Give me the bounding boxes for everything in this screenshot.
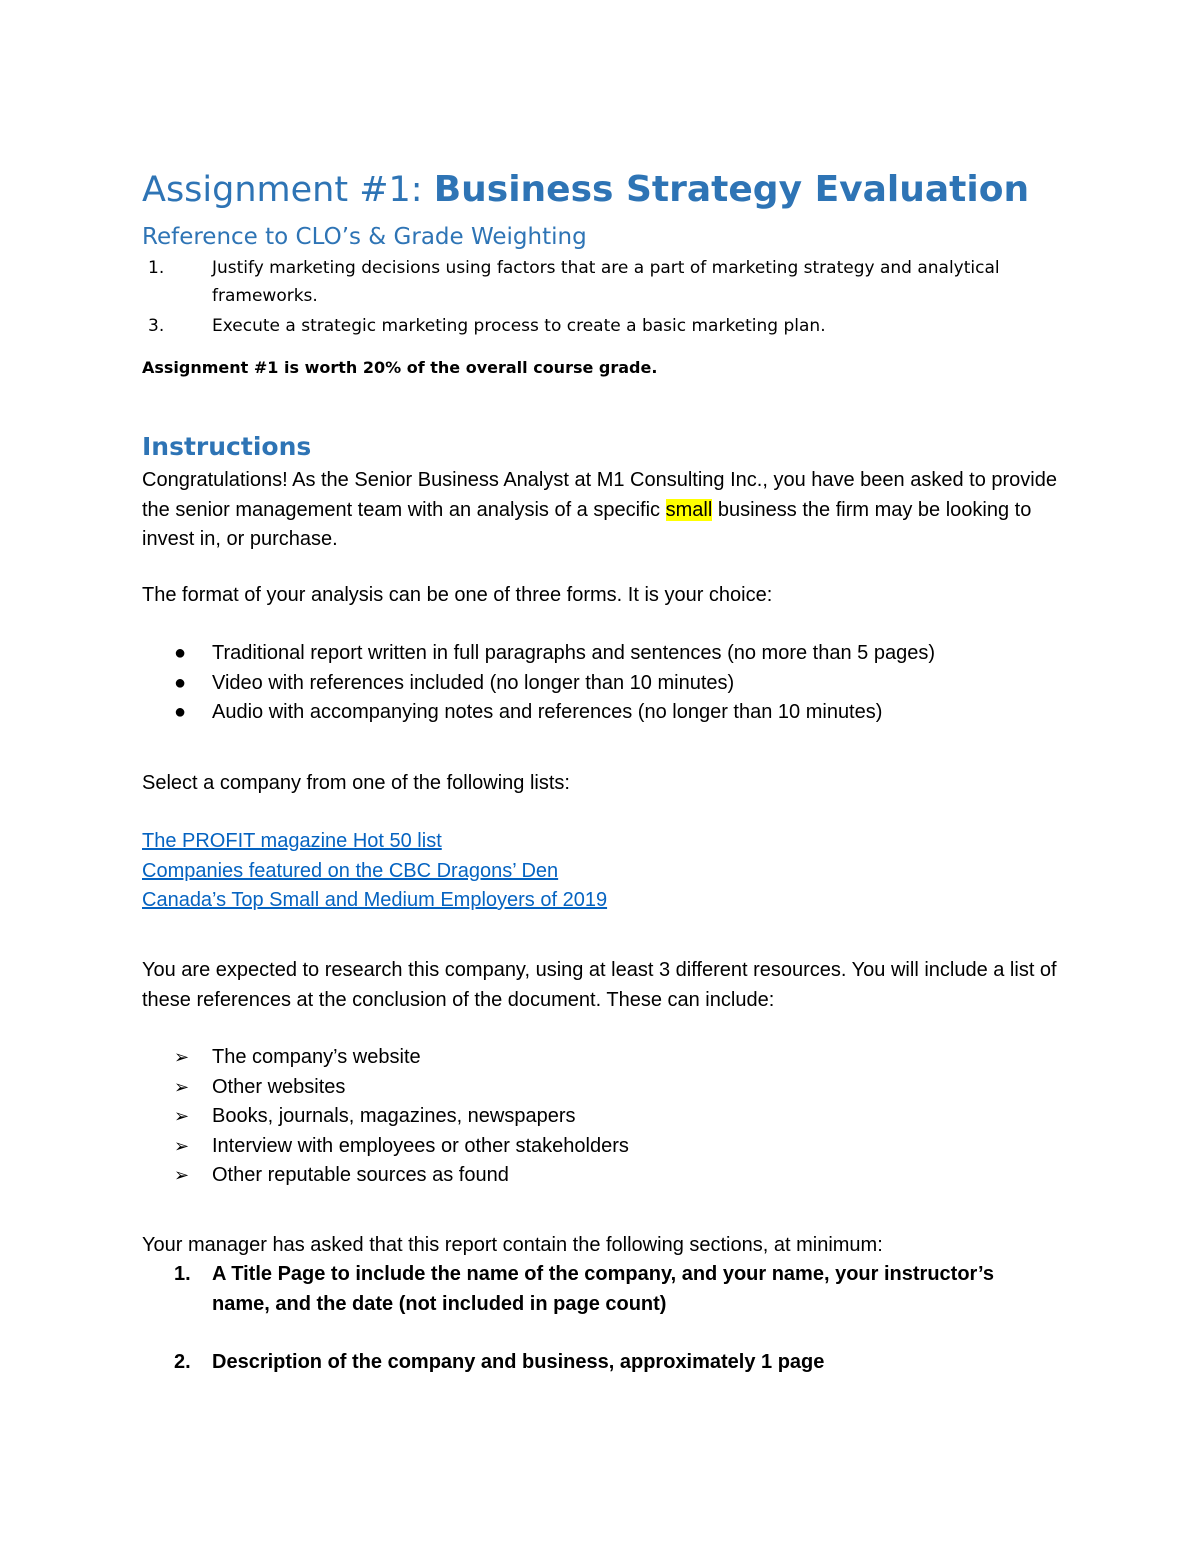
format-options-list (142, 639, 935, 728)
intro-text-start: Congratulations! As the Senior Business Analyst at M1 Consulting Inc., you have been asked to provide the senior management team with an analysis of a specific (142, 469, 1057, 521)
section-number: 2. (174, 1351, 191, 1373)
grade-weighting: Assignment #1 is worth 20% of the overall course grade. (142, 358, 658, 377)
list-item (142, 1161, 629, 1191)
format-option-text: Traditional report written in full paragraphs and sentences (no more than 5 pages) (212, 642, 935, 664)
required-sections-list (142, 1260, 1032, 1378)
manager-intro: Your manager has asked that this report contain the following sections, at minimum: (142, 1234, 883, 1256)
resource-text: The company’s website (212, 1046, 421, 1068)
title-main: Business Strategy Evaluation (433, 169, 1030, 210)
intro-paragraph (142, 466, 1062, 555)
list-item (142, 1043, 629, 1073)
section-text: Description of the company and business, approximately 1 page (212, 1351, 825, 1373)
research-paragraph: You are expected to research this company, using at least 3 different resources. You will include a list of these references at the conclusion of the document. These can include: (142, 959, 1057, 1011)
clo-item (142, 312, 1062, 340)
section-number: 1. (174, 1263, 191, 1285)
arrow-bullet-icon: ➢ (174, 1106, 190, 1126)
arrow-bullet-icon: ➢ (174, 1076, 190, 1097)
intro-text-end: business the firm may be looking to invest in, or purchase. (142, 498, 1032, 550)
arrow-bullet-icon: ➢ (174, 1135, 190, 1156)
list-item (142, 1132, 629, 1162)
link-top-employers[interactable]: Canada’s Top Small and Medium Employers of 2019 (142, 889, 608, 911)
section-text: A Title Page to include the name of the company, and your name, your instructor’s name, and the date (not included in page count) (212, 1263, 994, 1315)
clo-text: Justify marketing decisions using factors that are a part of marketing strategy and analytical frameworks. (212, 258, 1000, 306)
link-profit-hot-50[interactable]: The PROFIT magazine Hot 50 list (142, 830, 442, 852)
format-intro: The format of your analysis can be one of three forms. It is your choice: (142, 584, 773, 606)
clo-text: Execute a strategic marketing process to create a basic marketing plan. (212, 316, 826, 336)
bullet-dot-icon: ● (174, 671, 187, 694)
page-title (142, 166, 1029, 213)
clo-number: 3. (148, 316, 165, 336)
resource-text: Books, journals, magazines, newspapers (212, 1105, 576, 1127)
format-option-text: Audio with accompanying notes and references (no longer than 10 minutes) (212, 701, 883, 723)
format-option-text: Video with references included (no longer than 10 minutes) (212, 671, 735, 694)
section-item (142, 1260, 1032, 1319)
clo-item (142, 254, 1062, 310)
bullet-dot-icon: ● (174, 701, 187, 723)
clo-number: 1. (148, 258, 165, 278)
bullet-dot-icon: ● (174, 642, 187, 664)
list-item (142, 1102, 629, 1132)
list-item (142, 639, 935, 669)
company-links (142, 827, 607, 916)
instructions-heading: Instructions (142, 432, 312, 461)
resources-list (142, 1043, 629, 1191)
section-item (142, 1348, 1032, 1378)
title-prefix: Assignment #1: (142, 170, 434, 210)
arrow-bullet-icon: ➢ (174, 1165, 190, 1185)
link-dragons-den[interactable]: Companies featured on the CBC Dragons’ Den (142, 859, 559, 882)
resource-text: Other websites (212, 1075, 346, 1098)
resource-text: Interview with employees or other stakeholders (212, 1134, 629, 1157)
list-item (142, 698, 935, 728)
clo-list (142, 254, 1062, 340)
resource-text: Other reputable sources as found (212, 1164, 509, 1186)
list-item (142, 669, 935, 699)
highlighted-word: small (665, 498, 713, 521)
list-item (142, 1073, 629, 1103)
select-intro: Select a company from one of the following lists: (142, 772, 570, 794)
arrow-bullet-icon: ➢ (174, 1047, 190, 1067)
clo-subtitle: Reference to CLO’s & Grade Weighting (142, 224, 587, 250)
